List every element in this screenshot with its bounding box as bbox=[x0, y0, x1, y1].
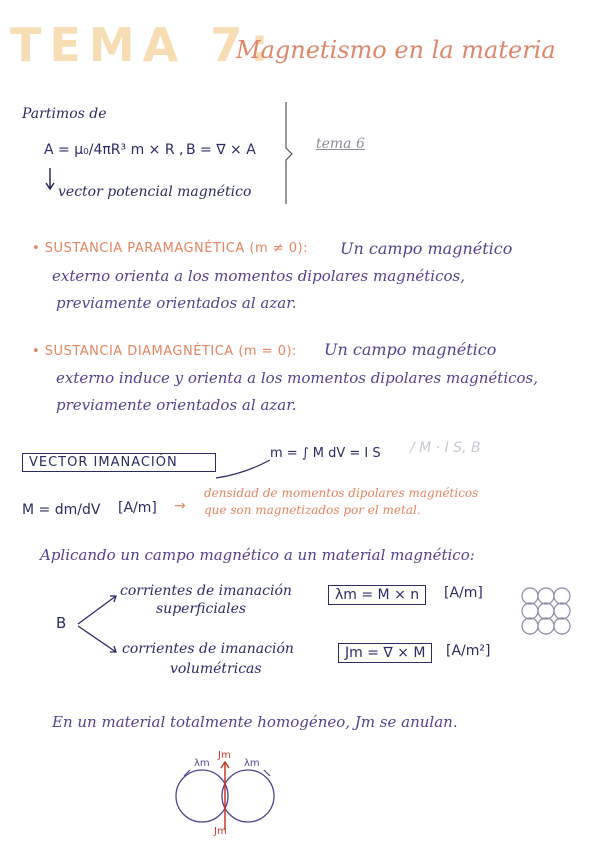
title-subtitle: Magnetismo en la materia bbox=[236, 36, 556, 64]
branch-arrows-icon bbox=[74, 590, 122, 660]
sup-units: [A/m] bbox=[444, 585, 483, 601]
units-M: [A/m] bbox=[118, 500, 157, 516]
potencial-label: vector potencial magnético bbox=[58, 184, 252, 200]
paramagnetica-heading: • SUSTANCIA PARAMAGNÉTICA (m ≠ 0): bbox=[32, 241, 308, 256]
B-label: B bbox=[56, 614, 67, 632]
sup-line2: superficiales bbox=[156, 601, 247, 617]
equation-m: m = ∫ M dV = I S bbox=[270, 446, 381, 461]
diamagnetica-heading: • SUSTANCIA DIAMAGNÉTICA (m = 0): bbox=[32, 344, 297, 359]
diagram-jm-top: Jm bbox=[218, 750, 231, 761]
sup-equation: λm = M × n bbox=[328, 585, 426, 605]
title-tema: TEMA 7: bbox=[10, 18, 277, 72]
current-loops-icon bbox=[520, 586, 576, 636]
vol-line2: volumétricas bbox=[170, 661, 262, 677]
sup-line1: corrientes de imanación bbox=[120, 583, 292, 599]
paramagnetica-line3: previamente orientados al azar. bbox=[56, 294, 297, 312]
connector-arrow-icon bbox=[214, 454, 274, 484]
imanacion-desc1: densidad de momentos dipolares magnéticos bbox=[204, 486, 479, 500]
vol-equation: Jm = ∇ × M bbox=[338, 643, 432, 663]
diamagnetica-line2: externo induce y orienta a los momentos dipolares magnéticos, bbox=[56, 369, 539, 387]
partimos-text: Partimos de bbox=[22, 106, 107, 122]
equation-A: A = μ₀/4πR³ m × R , bbox=[44, 142, 184, 158]
equation-m-faded: / M · I S, B bbox=[410, 440, 481, 456]
vol-units: [A/m²] bbox=[446, 643, 491, 659]
paramagnetica-line1: Un campo magnético bbox=[340, 239, 513, 258]
diamagnetica-line3: previamente orientados al azar. bbox=[56, 396, 297, 414]
vol-line1: corrientes de imanación bbox=[122, 641, 294, 657]
imanacion-desc2: que son magnetizados por el metal. bbox=[204, 503, 421, 517]
diagram-lm-right: λm bbox=[244, 758, 260, 769]
aplicando-heading: Aplicando un campo magnético a un material magnético: bbox=[40, 546, 475, 564]
equation-B: B = ∇ × A bbox=[186, 142, 256, 158]
brace-divider bbox=[268, 98, 298, 208]
vector-imanacion-box: VECTOR IMANACIÓN bbox=[22, 453, 216, 472]
paramagnetica-line2: externo orienta a los momentos dipolares magnéticos, bbox=[52, 267, 466, 285]
equation-M: M = dm/dV bbox=[22, 502, 101, 518]
conclusion-text: En un material totalmente homogéneo, Jm se anulan. bbox=[52, 713, 458, 731]
diagram-lm-left: λm bbox=[194, 758, 210, 769]
diagram-jm-bottom: Jm bbox=[214, 826, 227, 837]
down-arrow-icon bbox=[44, 166, 58, 194]
tema6-ref: tema 6 bbox=[316, 136, 365, 152]
arrow-right-icon: → bbox=[174, 498, 186, 514]
diamagnetica-line1: Un campo magnético bbox=[324, 340, 497, 359]
